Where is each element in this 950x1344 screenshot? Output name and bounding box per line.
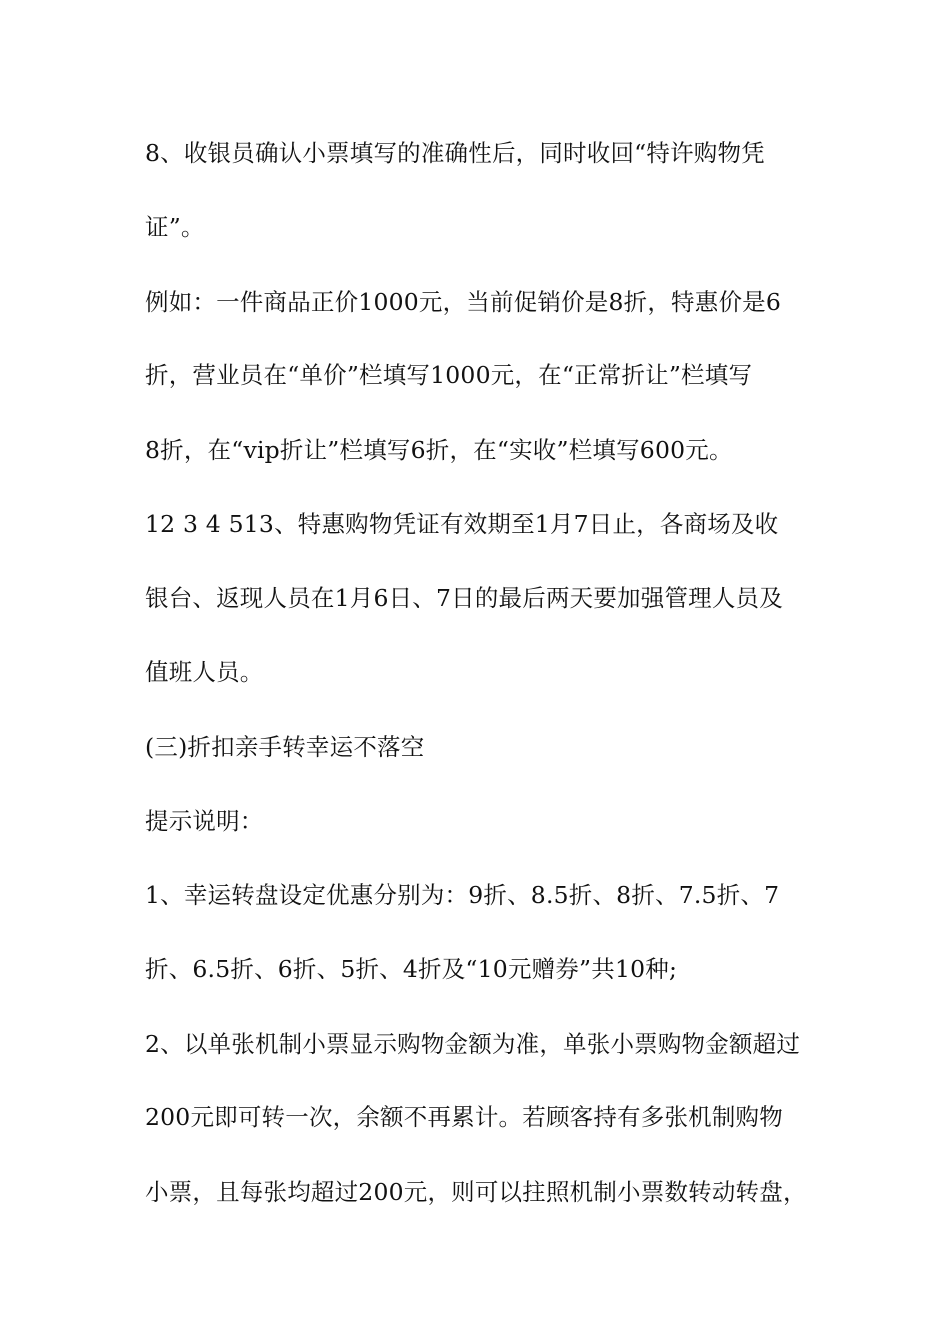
text-line: 12 3 4 513、特惠购物凭证有效期至1月7日止，各商场及收 xyxy=(145,510,779,538)
section-heading: (三)折扣亲手转幸运不落空 xyxy=(145,733,425,761)
text-line: 1、幸运转盘设定优惠分别为：9折、8.5折、8折、7.5折、7 xyxy=(145,881,780,909)
text-line: 8、收银员确认小票填写的准确性后，同时收回“特许购物凭 xyxy=(145,139,765,167)
text-line: 值班人员。 xyxy=(145,658,264,686)
text-line: 银台、返现人员在1月6日、7日的最后两天要加强管理人员及 xyxy=(145,584,783,612)
text-line: 小票，且每张均超过200元，则可以拄照机制小票数转动转盘， xyxy=(145,1178,807,1206)
text-line: 证”。 xyxy=(145,213,205,241)
text-line: 折，营业员在“单价”栏填写1000元，在“正常折让”栏填写 xyxy=(145,361,753,389)
text-line: 8折，在“vip折让”栏填写6折，在“实收”栏填写600元。 xyxy=(145,436,733,464)
text-line: 200元即可转一次，余额不再累计。若顾客持有多张机制购物 xyxy=(145,1103,783,1131)
text-line: 折、6.5折、6折、5折、4折及“10元赠券”共10种; xyxy=(145,955,678,983)
text-line: 2、以单张机制小票显示购物金额为准，单张小票购物金额超过 xyxy=(145,1030,801,1058)
text-line: 例如：一件商品正价1000元，当前促销价是8折，特惠价是6 xyxy=(145,288,782,316)
text-line: 提示说明： xyxy=(145,807,264,835)
